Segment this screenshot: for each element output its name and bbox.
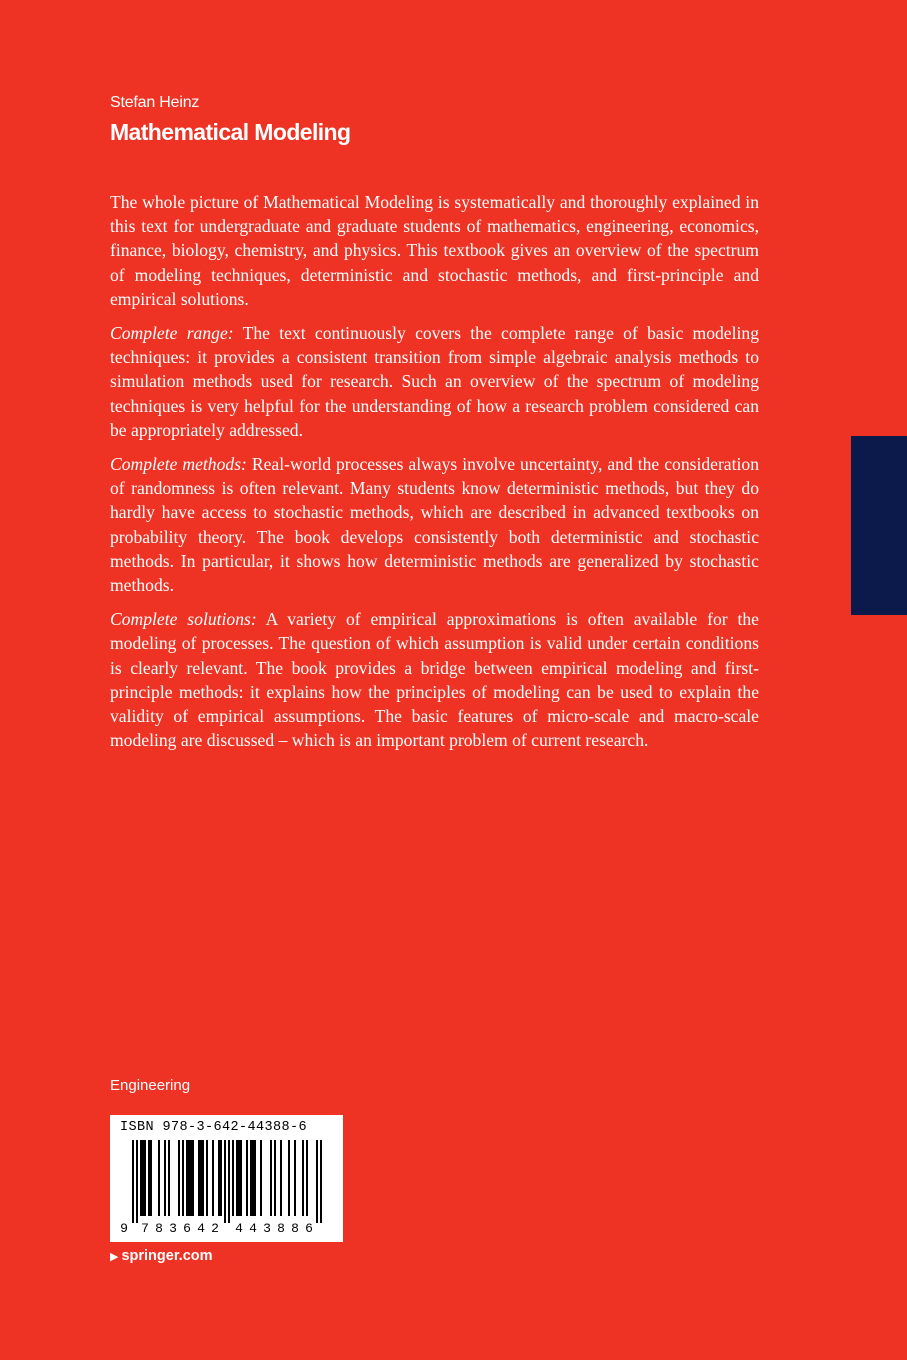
barcode-bar: [228, 1140, 230, 1223]
barcode-digits: [120, 1221, 313, 1236]
barcode-bar: [186, 1140, 188, 1216]
barcode-digit: 8: [155, 1221, 163, 1236]
barcode-bar: [236, 1140, 238, 1216]
barcode-bar: [232, 1140, 234, 1216]
barcode-bar: [178, 1140, 180, 1216]
book-title: Mathematical Modeling: [110, 119, 351, 145]
barcode-bar: [270, 1140, 272, 1216]
blurb-section-methods: [110, 452, 759, 597]
barcode-bar: [238, 1140, 240, 1216]
barcode-digit: 4: [249, 1221, 257, 1236]
barcode-bar: [164, 1140, 166, 1216]
barcode-bar: [144, 1140, 146, 1216]
barcode-digit: 3: [263, 1221, 271, 1236]
blurb-intro: The whole picture of Mathematical Modeling is systematically and thoroughly explained in this text for undergraduate and graduate students of mathematics, engineering, economics, finance, biology, chemistry, and physics. This textbook gives an overview of the spectrum of modeling techniques, deterministic and stochastic methods, and first-principle and empirical solutions.: [110, 192, 759, 309]
barcode-bar: [136, 1140, 138, 1223]
barcode-bar: [320, 1140, 322, 1223]
barcode-bar: [200, 1140, 202, 1216]
barcode-digit: 2: [211, 1221, 219, 1236]
barcode-bar: [240, 1140, 242, 1216]
author-name: Stefan Heinz: [110, 94, 200, 111]
barcode-bar: [132, 1140, 134, 1223]
barcode-bar: [168, 1140, 170, 1216]
barcode-digit: 6: [183, 1221, 191, 1236]
barcode-bar: [212, 1140, 214, 1216]
barcode-bar: [218, 1140, 220, 1216]
barcode-bar: [260, 1140, 262, 1216]
back-cover-blurb: [110, 190, 759, 762]
barcode-bar: [198, 1140, 200, 1216]
arrow-right-icon: ▶: [110, 1251, 119, 1263]
barcode-bar: [302, 1140, 304, 1216]
barcode-digit: 4: [235, 1221, 243, 1236]
barcode-digit: 3: [169, 1221, 177, 1236]
blurb-section-range: [110, 321, 759, 442]
blurb-section-solutions: [110, 607, 759, 752]
isbn-barcode: [110, 1115, 343, 1242]
section-text: The text continuously covers the complete range of basic modeling techniques: it provides a consistent transition from simple algebraic analysis methods to simulation methods used for research. Such an overview of the spectrum of modeling techniques is very helpful for the understanding of how a research problem considered can be appropriately addressed.: [110, 323, 759, 440]
barcode-bars: [132, 1140, 322, 1223]
side-color-tab: [851, 436, 907, 615]
barcode-bar: [252, 1140, 254, 1216]
barcode-bar: [188, 1140, 190, 1216]
barcode-graphic: [110, 1115, 343, 1242]
barcode-digit: 9: [120, 1221, 128, 1236]
barcode-bar: [246, 1140, 248, 1216]
barcode-bar: [280, 1140, 282, 1216]
barcode-bar: [140, 1140, 142, 1216]
section-heading: Complete methods:: [110, 454, 247, 475]
barcode-bar: [254, 1140, 256, 1216]
section-text: A variety of empirical approximations is often available for the modeling of processes. The question of which assumption is valid under certain conditions is clearly relevant. The book provides a bridge between empirical modeling and first-principle methods: it explains how the principles of modeling can be used to explain the validity of empirical assumptions. The basic features of micro-scale and macro-scale modeling are discussed – which is an important problem of current research.: [110, 609, 759, 751]
barcode-bar: [158, 1140, 160, 1216]
barcode-bar: [250, 1140, 252, 1216]
barcode-digit: 8: [291, 1221, 299, 1236]
barcode-bar: [202, 1140, 204, 1216]
section-text: Real-world processes always involve uncertainty, and the consideration of randomness is often relevant. Many students know deterministic methods, but they do hardly have access to stochastic methods, which are described in advanced textbooks on probability theory. The book develops consistently both deterministic and stochastic methods. In particular, it shows how deterministic methods are generalized by stochastic methods.: [110, 454, 759, 596]
barcode-digit: 6: [305, 1221, 313, 1236]
publisher-link[interactable]: [110, 1248, 213, 1264]
subject-category: Engineering: [110, 1077, 191, 1094]
barcode-bar: [192, 1140, 194, 1216]
barcode-bar: [294, 1140, 296, 1216]
barcode-digit: 4: [197, 1221, 205, 1236]
barcode-bar: [150, 1140, 152, 1216]
section-heading: Complete solutions:: [110, 609, 257, 630]
barcode-bar: [182, 1140, 184, 1216]
barcode-bar: [224, 1140, 226, 1223]
barcode-bar: [306, 1140, 308, 1216]
barcode-bar: [288, 1140, 290, 1216]
barcode-bar: [206, 1140, 208, 1216]
barcode-bar: [148, 1140, 150, 1216]
barcode-bar: [274, 1140, 276, 1216]
barcode-digit: 7: [141, 1221, 149, 1236]
barcode-digit: 8: [277, 1221, 285, 1236]
barcode-bar: [316, 1140, 318, 1223]
publisher-url: springer.com: [121, 1248, 213, 1264]
barcode-bar: [190, 1140, 192, 1216]
section-heading: Complete range:: [110, 323, 234, 344]
barcode-bar: [220, 1140, 222, 1216]
barcode-bar: [142, 1140, 144, 1216]
isbn-label: ISBN 978-3-642-44388-6: [120, 1120, 308, 1135]
